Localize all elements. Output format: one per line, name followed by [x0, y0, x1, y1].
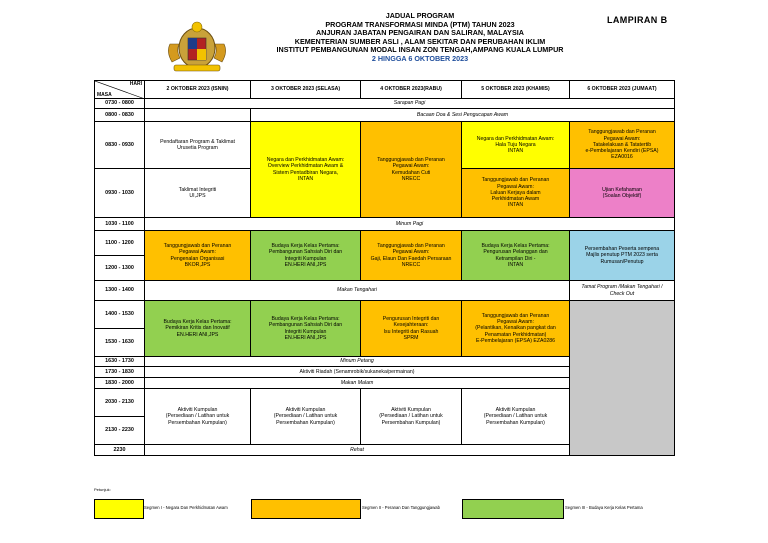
- cell-line: Kesejahteraan:: [393, 322, 429, 329]
- cell-line: E-Pembelajaran (EPSA) EZA0286: [475, 337, 555, 344]
- cell-line: Penamatan Perkhidmatan): [484, 331, 547, 338]
- header-line-2: PROGRAM TRANSFORMASI MINDA (PTM) TAHUN 2023: [325, 19, 515, 29]
- legend-text-segment-2: Segmen II - Peranan Dan Tanggungjawab: [362, 505, 440, 510]
- cell-line: Budaya Kerja Kelas Pertama:: [163, 319, 232, 326]
- cell-line: Pembangunan Sahsiah Diri dan: [268, 249, 343, 256]
- rest-cell: Rehat: [145, 445, 570, 456]
- cell-line: Ujian Kefahaman: [602, 186, 642, 193]
- cell-line: Tanggungjawab dan Peranan: [163, 242, 232, 249]
- document-header: [250, 12, 590, 64]
- cell-line: Aktiviti Kumpulan: [495, 407, 536, 414]
- cell-line: (Persediaan / Latihan untuk: [165, 413, 230, 420]
- session-closing-ceremony: [570, 231, 675, 281]
- session-integrity-corruption: [361, 301, 462, 357]
- cell-line: Sistem Pentadbiran Negara,: [272, 169, 339, 176]
- day-header-1: 2 OKTOBER 2023 (ISNIN): [145, 81, 251, 99]
- cell-line: INTAN: [507, 261, 524, 268]
- cell-line: Aktiviti Kumpulan: [391, 407, 431, 414]
- session-critical-thinking: [145, 301, 251, 357]
- table-row: [95, 231, 675, 256]
- cell-line: Overview Perkhidmatan Awam &: [267, 163, 344, 170]
- cell-line: BKOR,JPS: [184, 261, 211, 268]
- cell-line: e-Pembelajaran Kendiri (EPSA): [585, 148, 659, 155]
- cell-line: NRECC: [401, 175, 421, 182]
- session-public-service-overview: [251, 122, 361, 218]
- table-row: [95, 218, 675, 231]
- inactive-friday-cell: [570, 301, 675, 456]
- time-cell: 1200 - 1300: [95, 256, 145, 281]
- cell-line: Tanggungjawab dan Peranan: [377, 156, 445, 163]
- time-cell: 1730 - 1830: [95, 367, 145, 378]
- header-line-5: INSTITUT PEMBANGUNAN MODAL INSAN ZON TENGAH,AMPANG KUALA LUMPUR: [276, 45, 564, 55]
- legend-text-segment-1: Segmen I - Negara Dan Perkhidmatan Awam: [144, 505, 228, 510]
- table-row: [95, 109, 675, 122]
- session-national-direction: [462, 122, 570, 169]
- header-dates: 2 HINGGA 6 OKTOBER 2023: [371, 53, 469, 63]
- cell-line: Budaya Kerja Kelas Pertama:: [271, 315, 340, 322]
- cell-line: Majlis penutup PTM 2023 serta: [586, 252, 658, 259]
- time-cell: 2230: [95, 445, 145, 456]
- session-self-development: [251, 231, 361, 281]
- cell-line: Integriti Kumpulan: [284, 255, 327, 262]
- lunch-cell: Makan Tengahari: [145, 281, 570, 301]
- cell-line: Check Out: [609, 290, 635, 297]
- cell-line: Taklimat Integriti: [178, 186, 217, 193]
- day-header-5: 6 OKTOBER 2023 (JUMAAT): [570, 81, 675, 99]
- cell-line: Pegawai Awam:: [603, 135, 641, 142]
- cell-line: INTAN: [507, 148, 524, 155]
- schedule-table: [94, 80, 675, 456]
- time-cell: 0830 - 0930: [95, 122, 145, 169]
- cell-line: EN.HERI ANI,JPS: [176, 331, 219, 338]
- recreation-cell: Aktiviti Riadah (Senamrobik/sukaneka/permainan): [145, 367, 570, 378]
- time-cell: 1300 - 1400: [95, 281, 145, 301]
- cell-line: UI,JPS: [189, 193, 206, 199]
- cell-line: Aktiviti Kumpulan: [177, 407, 218, 414]
- cell-line: (Persediaan / Latihan untuk: [483, 413, 548, 420]
- group-activity-mon: [145, 389, 251, 445]
- legend-title: Petunjuk:: [94, 487, 111, 492]
- cell-line: Tanggungjawab dan Peranan: [377, 242, 445, 249]
- header-line-4: KEMENTERIAN SUMBER ASLI , ALAM SEKITAR DAN PERUBAHAN IKLIM: [294, 36, 546, 46]
- group-activity-thu: [462, 389, 570, 445]
- cell-line: Persembahan Kumpulan): [486, 419, 545, 426]
- cell-line: INTAN: [297, 175, 314, 182]
- cell-line: Tatakelakuan & Tatatertib: [592, 141, 652, 148]
- cell-line: Integriti Kumpulan: [284, 328, 327, 335]
- legend-swatch-segment-1: [94, 499, 144, 519]
- hari-masa-cell: [95, 81, 145, 99]
- session-comprehension-test: [570, 169, 675, 218]
- cell-line: (Persediaan / Latihan untuk: [273, 413, 338, 420]
- session-team-integrity: [251, 301, 361, 357]
- time-cell: 1400 - 1530: [95, 301, 145, 329]
- cell-line: Negara dan Perkhidmatan Awam:: [476, 135, 555, 142]
- cell-line: Pendaftaran Program & Taklimat: [160, 138, 235, 145]
- cell-line: (Pelantikan, Kenaikan pangkat dan: [475, 325, 556, 332]
- cell-line: Tanggungjawab dan Peranan: [481, 177, 550, 184]
- session-customer-service: [462, 231, 570, 281]
- time-cell: 2130 - 2230: [95, 417, 145, 445]
- table-row: [95, 122, 675, 169]
- hari-label: HARI: [129, 81, 142, 87]
- cell-line: Gaji, Elaun Dan Faedah Persaraan: [370, 255, 452, 262]
- cell-line: Pengurusan Pelanggan dan: [483, 249, 548, 256]
- session-appointment-promotion: [462, 301, 570, 357]
- cell-line: EZA0016: [611, 154, 633, 161]
- program-end-cell: [570, 281, 675, 301]
- cell-line: Persembahan Kumpulan): [168, 419, 227, 426]
- legend-swatch-segment-2: [251, 499, 361, 519]
- table-row: [95, 99, 675, 109]
- cell-line: Tanggungjawab dan Peranan: [588, 129, 656, 136]
- cell-line: Pegawai Awam:: [497, 183, 534, 190]
- legend-text-segment-3: Segmen III - Budaya Kerja Kelas Pertama: [565, 505, 643, 510]
- time-cell: 1630 - 1730: [95, 357, 145, 367]
- cell-line: Kemudahan Cuti: [391, 169, 431, 176]
- session-salary-pension: [361, 231, 462, 281]
- cell-line: NRECC: [401, 261, 421, 268]
- dinner-cell: Makan Malam: [145, 378, 570, 389]
- session-leave-benefits: [361, 122, 462, 218]
- cell-line: Isu Integriti dan Rasuah: [383, 328, 439, 335]
- cell-line: Ketrampilan Diri -: [495, 255, 536, 262]
- session-code-of-conduct: [570, 122, 675, 169]
- cell-line: EN.HERI ANI,JPS: [284, 261, 327, 268]
- cell-line: Urusetia Program: [177, 145, 218, 151]
- header-line-1: JADUAL PROGRAM: [385, 11, 455, 20]
- day-header-2: 3 OKTOBER 2023 (SELASA): [251, 81, 361, 99]
- time-cell: 0730 - 0800: [95, 99, 145, 109]
- cell-line: Perkhidmatan Awam: [491, 196, 540, 203]
- cell-line: Pengurusan Integriti dan: [382, 315, 440, 322]
- cell-line: EN.HERI ANI,JPS: [284, 334, 327, 341]
- table-row: [95, 281, 675, 301]
- opening-prayer-cell: Bacaan Doa & Sesi Pengucapan Awam: [251, 109, 675, 122]
- masa-label: MASA: [97, 91, 112, 98]
- afternoon-tea-cell: Minum Petang: [145, 357, 570, 367]
- cell-line: Pembangunan Sahsiah Diri dan: [268, 322, 343, 329]
- empty-cell: [145, 109, 251, 122]
- session-registration: [145, 122, 251, 169]
- cell-line: Pengenalan Organisasi: [170, 255, 225, 262]
- morning-tea-cell: Minum Pagi: [145, 218, 675, 231]
- cell-line: Persembahan Kumpulan): [276, 419, 335, 426]
- cell-line: Pemikiran Kritis dan Inovatif: [165, 325, 230, 332]
- time-cell: 1030 - 1100: [95, 218, 145, 231]
- session-career-path: [462, 169, 570, 218]
- cell-line: Persembahan Kumpulan): [381, 419, 441, 426]
- time-cell: 2030 - 2130: [95, 389, 145, 417]
- header-row: [95, 81, 675, 99]
- time-cell: 1830 - 2000: [95, 378, 145, 389]
- legend-swatch-segment-3: [462, 499, 564, 519]
- time-cell: 0800 - 0830: [95, 109, 145, 122]
- cell-line: Tamat Program /Makan Tengahari /: [581, 284, 663, 291]
- cell-line: Hala Tuju Negara: [495, 141, 536, 148]
- cell-line: INTAN: [507, 202, 524, 209]
- table-row: [95, 301, 675, 329]
- header-line-3: ANJURAN JABATAN PENGAIRAN DAN SALIRAN, MALAYSIA: [316, 28, 524, 38]
- cell-line: Pegawai Awam:: [497, 319, 534, 326]
- day-header-3: 4 OKTOBER 2023(RABU): [361, 81, 462, 99]
- coat-of-arms-logo: [160, 18, 234, 74]
- breakfast-cell: Sarapan Pagi: [145, 99, 675, 109]
- cell-line: Laluan Kerjaya dalam: [490, 189, 541, 196]
- cell-line: Aktiviti Kumpulan: [285, 407, 326, 414]
- cell-line: Pegawai Awam:: [179, 249, 216, 256]
- session-organisation-intro: [145, 231, 251, 281]
- cell-line: Persembahan Peserta sempena: [584, 246, 660, 253]
- cell-line: (Persediaan / Latihan untuk: [379, 413, 443, 420]
- lampiran-label: LAMPIRAN B: [607, 15, 668, 25]
- cell-line: Tanggungjawab dan Peranan: [481, 312, 550, 319]
- time-cell: 1100 - 1200: [95, 231, 145, 256]
- time-cell: 0930 - 1030: [95, 169, 145, 218]
- cell-line: Budaya Kerja Kelas Pertama:: [271, 242, 340, 249]
- cell-line: SPRM: [403, 334, 419, 341]
- session-integrity-briefing: [145, 169, 251, 218]
- cell-line: Rumusan/Penutup: [600, 258, 644, 265]
- cell-line: (Soalan Objektif): [602, 193, 642, 199]
- cell-line: Pegawai Awam:: [392, 163, 430, 170]
- cell-line: Negara dan Perkhidmatan Awam:: [266, 156, 345, 163]
- time-cell: 1530 - 1630: [95, 329, 145, 357]
- day-header-4: 5 OKTOBER 2023 (KHAMIS): [462, 81, 570, 99]
- cell-line: Budaya Kerja Kelas Pertama:: [481, 242, 550, 249]
- group-activity-tue: [251, 389, 361, 445]
- cell-line: Pegawai Awam:: [392, 249, 430, 256]
- group-activity-wed: [361, 389, 462, 445]
